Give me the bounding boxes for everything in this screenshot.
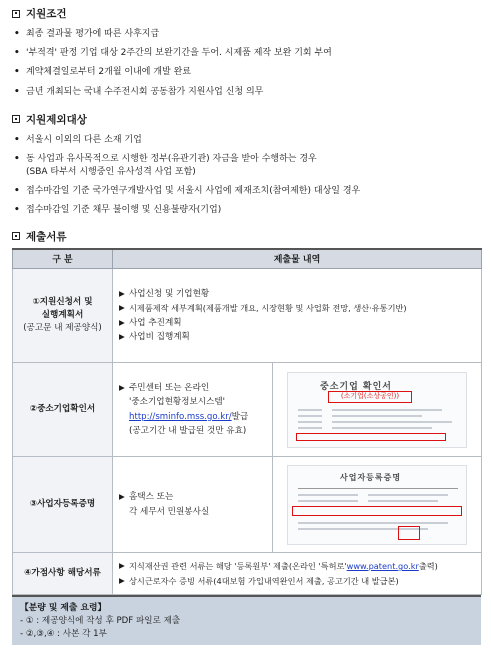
- list-item: ▶ 사업신청 및 기업현황: [119, 287, 481, 302]
- triangle-bullet-icon: ▶: [119, 303, 125, 313]
- triangle-bullet-icon: ▶: [119, 561, 125, 571]
- section-documents-title: 제출서류: [12, 229, 481, 244]
- table-row: ④가점사항 해당서류 ▶ 지식재산권 관련 서류는 해당 '등록원부' 제출(온라인 '특허로' www.patent.go.kr 출력) ▶ 상시근로자수 증빙 서류(4대보험 가입내역완인서 제출, 공고기간 내 발급본): [13, 553, 482, 595]
- square-bullet-icon: [12, 10, 20, 18]
- triangle-bullet-icon: ▶: [119, 575, 125, 585]
- list-item: ▶ 사업비 집행계획: [119, 330, 481, 345]
- triangle-bullet-icon: ▶: [119, 317, 125, 327]
- row-label-application: ①지원신청서 및 실행계획서 (공고문 내 제공양식): [13, 269, 113, 363]
- list-item: ▶ 시제품제작 세부계획(제품개발 개요, 시장현황 및 사업화 전망, 생산·유통기반): [119, 301, 481, 316]
- business-registration-sample-image: 사업자등록증명: [287, 465, 467, 545]
- exclusion-sub-note: (SBA 타부서 시행중인 유사성격 사업 포함): [26, 167, 196, 178]
- list-item: • '부적격' 판정 기업 대상 2주간의 보완기간을 두어. 시제품 제작 보완 기회 부여: [14, 48, 332, 59]
- row-label-sme-certificate: ②중소기업확인서: [13, 363, 113, 457]
- list-item: • 계약체결일로부터 2개월 이내에 개발 완료: [14, 67, 191, 78]
- patent-link[interactable]: www.patent.go.kr: [346, 561, 419, 572]
- list-item: • 최종 결과물 평가에 따른 사후지급: [14, 29, 160, 39]
- section-conditions-title: 지원조건: [12, 6, 481, 21]
- triangle-bullet-icon: ▶: [119, 288, 125, 298]
- list-item: • 접수마감일 기준 채무 불이행 및 신용불량자(기업): [14, 205, 222, 216]
- sme-certificate-sample-image: 중소기업 확인서 (소기업(소상공인)): [287, 372, 467, 448]
- section-exclusions-title: 지원제외대상: [12, 112, 481, 127]
- list-item: • 금년 개최되는 국내 수주전시회 공동참가 지원사업 신청 의무: [14, 86, 264, 97]
- triangle-bullet-icon: ▶: [119, 492, 125, 502]
- list-item: • 접수마감일 기준 국가연구개발사업 및 서울시 사업에 제재조치(참여제한) 대상일 경우: [14, 186, 361, 197]
- exclusions-list: [14, 131, 481, 169]
- list-item: • 동 사업과 유사목적으로 시행한 정부(유관기관) 자금을 받아 수행하는 경우: [14, 154, 317, 165]
- table-row: ③사업자등록증명 ▶ 홈택스 또는 각 세무서 민원봉사실 사업자등록증명: [13, 457, 482, 553]
- table-row: ②중소기업확인서 ▶ 주민센터 또는 온라인 '중소기업현황정보시스템' http://sminfo.mss.go.kr/ 발급 (공고기간 내 발급된 것만 유효) 중소기업 확인서 (소기업(소상공인)): [13, 363, 482, 457]
- row-label-business-registration: ③사업자등록증명: [13, 457, 113, 553]
- square-bullet-icon: [12, 232, 20, 240]
- triangle-bullet-icon: ▶: [119, 332, 125, 342]
- table-header-contents: 제출물 내역: [113, 249, 482, 269]
- table-row: [13, 269, 482, 363]
- square-bullet-icon: [12, 115, 20, 123]
- documents-table: [12, 248, 482, 596]
- triangle-bullet-icon: ▶: [119, 382, 125, 392]
- table-header-category: 구 분: [13, 249, 113, 269]
- list-item: ▶ 사업 추진계획: [119, 316, 481, 331]
- sminfo-link[interactable]: http://sminfo.mss.go.kr/: [129, 411, 232, 422]
- conditions-list: [14, 25, 481, 102]
- list-item: • 서울시 이외의 다른 소재 기업: [14, 134, 142, 145]
- submission-note-box: 【분량 및 제출 요령】 - ① : 제공양식에 작성 후 PDF 파일로 제출 - ②,③,④ : 사본 각 1부: [12, 595, 481, 645]
- row-label-bonus-documents: ④가점사항 해당서류: [13, 553, 113, 595]
